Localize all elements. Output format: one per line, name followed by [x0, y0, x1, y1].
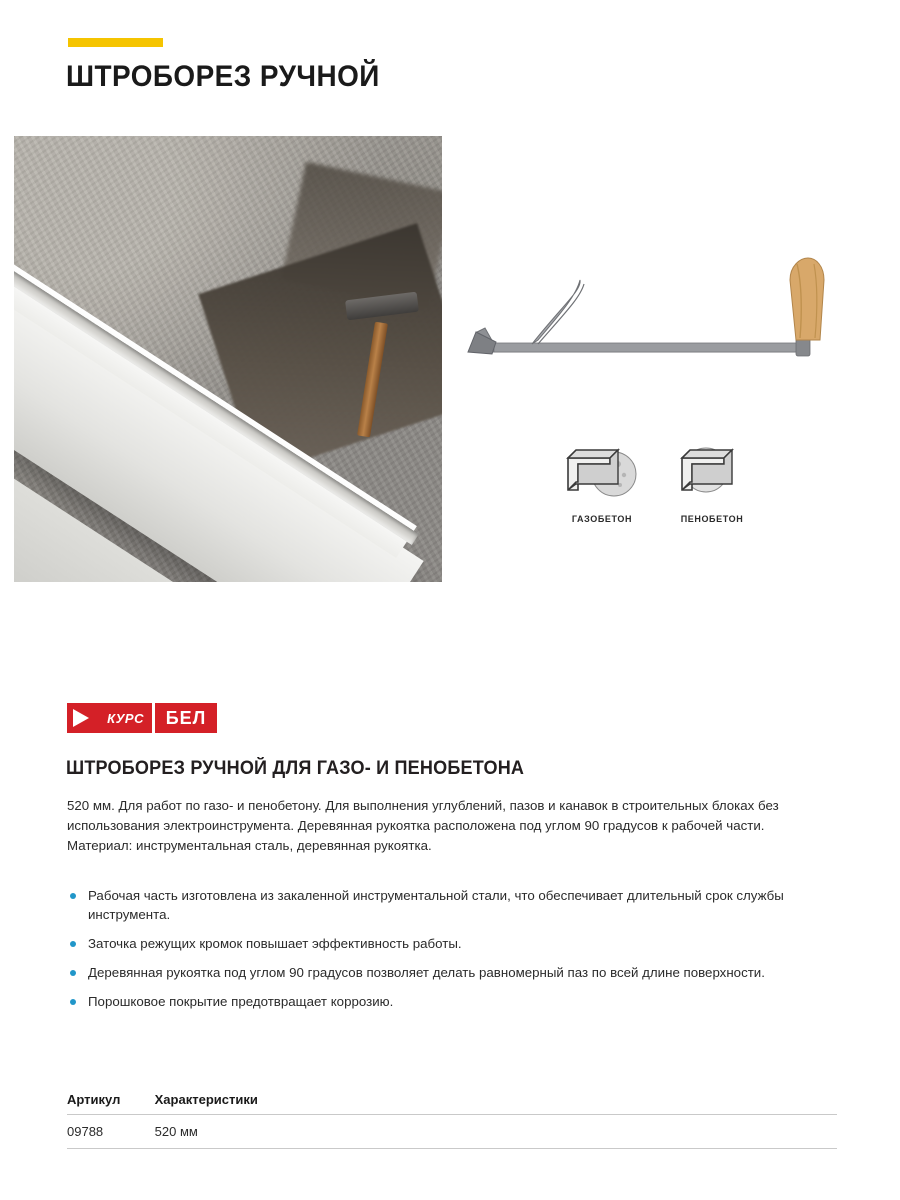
- cell-article: 09788: [67, 1115, 147, 1149]
- list-item: Деревянная рукоятка под углом 90 градусов позволяет делать равномерный паз по всей длине поверхности.: [67, 963, 837, 982]
- brand-kurs-mark: [67, 703, 152, 733]
- brand-name: КУРС: [107, 710, 144, 726]
- column-header-article: Артикул: [67, 1092, 147, 1115]
- brand-suffix: БЕЛ: [155, 703, 217, 733]
- list-item: Порошковое покрытие предотвращает коррозию.: [67, 992, 837, 1011]
- tool-svg: [452, 240, 872, 400]
- feature-list: [67, 886, 837, 1021]
- material-gazobeton: [552, 440, 652, 524]
- spec-table: [67, 1092, 837, 1149]
- material-label: ГАЗОБЕТОН: [571, 514, 633, 524]
- material-label: ПЕНОБЕТОН: [680, 514, 744, 524]
- product-title: ШТРОБОРЕЗ РУЧНОЙ ДЛЯ ГАЗО- И ПЕНОБЕТОНА: [66, 758, 525, 779]
- list-item: Заточка режущих кромок повышает эффективность работы.: [67, 934, 837, 953]
- brand-logo: [67, 703, 217, 733]
- table-row: [67, 1115, 837, 1149]
- page-title: ШТРОБОРЕЗ РУЧНОЙ: [66, 60, 380, 93]
- cell-characteristics: 520 мм: [147, 1115, 837, 1149]
- penobeton-icon: [662, 440, 762, 504]
- gazobeton-icon: [552, 440, 652, 504]
- material-penobeton: [662, 440, 762, 524]
- table-header-row: [67, 1092, 837, 1115]
- material-icons: [540, 440, 780, 540]
- list-item: Рабочая часть изготовлена из закаленной инструментальной стали, что обеспечивает длительный срок службы инструмента.: [67, 886, 837, 924]
- flag-icon: [73, 709, 89, 727]
- accent-bar: [68, 38, 163, 47]
- product-photo: [14, 136, 442, 582]
- product-description: 520 мм. Для работ по газо- и пенобетону. Для выполнения углублений, пазов и канавок в строительных блоках без использования электроинструмента. Деревянная рукоятка расположена под углом 90 градусов к рабочей части. Материал: инструментальная сталь, деревянная рукоятка.: [67, 798, 779, 853]
- column-header-characteristics: Характеристики: [147, 1092, 837, 1115]
- tool-illustration: [452, 240, 872, 400]
